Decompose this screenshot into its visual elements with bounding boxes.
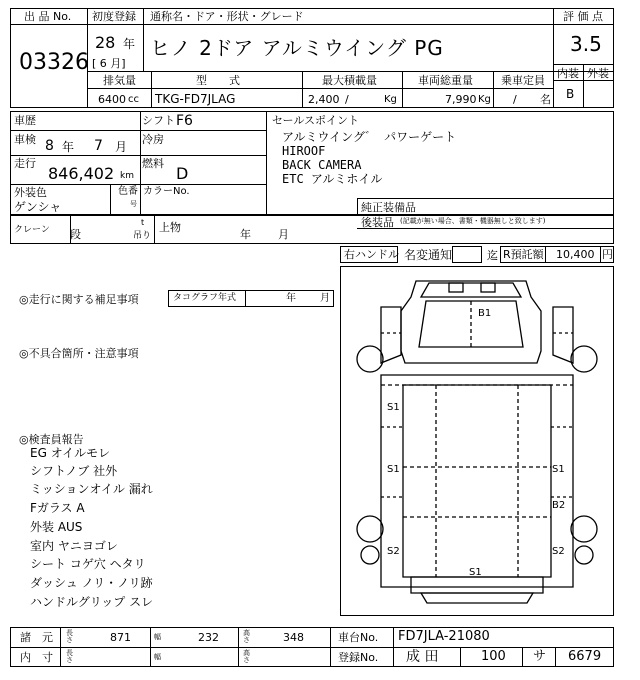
inspection-month-unit: 月 bbox=[115, 140, 128, 154]
first-reg-label: 初度登録 bbox=[92, 10, 136, 23]
sales-point: ETC アルミホイル bbox=[282, 172, 383, 186]
crane-hanging: 吊り bbox=[133, 231, 152, 241]
inspector-item: シート コゲ穴 ヘタリ bbox=[30, 557, 146, 571]
exterior-label: 外装 bbox=[587, 67, 609, 80]
inspection-month: 7 bbox=[94, 138, 103, 154]
lot-number: 03326 bbox=[19, 50, 89, 75]
max-load-slash: / bbox=[345, 93, 349, 106]
width-label-2: 幅 bbox=[154, 653, 161, 661]
capacity-slash: / bbox=[513, 93, 517, 106]
sales-point: アルミウイング゛ パワーゲート bbox=[282, 130, 457, 144]
length-label-2: 長さ bbox=[66, 649, 73, 664]
fuel-value: D bbox=[176, 164, 189, 183]
first-reg-month: [ 6 月] bbox=[92, 57, 126, 70]
recycle-label: R預託額 bbox=[503, 248, 544, 261]
score-value: 3.5 bbox=[570, 32, 602, 56]
max-load-label: 最大積載量 bbox=[322, 74, 377, 87]
model-value: TKG-FD7JLAG bbox=[155, 92, 236, 106]
vehicle-name: ヒノ 2ドア アルミウイング PG bbox=[150, 36, 444, 60]
height-value: 348 bbox=[283, 631, 304, 644]
sales-point: HIROOF bbox=[282, 144, 326, 158]
damage-mark: S1 bbox=[387, 402, 400, 413]
name-change-box bbox=[452, 246, 482, 263]
aftermarket-note: (記載が無い場合、書類・機器無しと致します) bbox=[400, 217, 546, 225]
aftermarket-label: 後装品 bbox=[361, 216, 394, 229]
model-label: 型 式 bbox=[196, 74, 240, 87]
reg-number: 6679 bbox=[568, 649, 602, 664]
width-value: 232 bbox=[198, 631, 219, 644]
tachograph-year-unit: 年 bbox=[286, 293, 296, 304]
mounted-label: 上物 bbox=[159, 221, 181, 234]
inspector-item: EG オイルモレ bbox=[30, 446, 111, 460]
interior-grade: B bbox=[566, 87, 575, 101]
defects-label: ◎不具合箇所・注意事項 bbox=[19, 347, 139, 360]
recycle-amount: 10,400 bbox=[556, 248, 595, 261]
tachograph-month-unit: 月 bbox=[320, 293, 330, 304]
shift-value: F6 bbox=[176, 113, 193, 129]
genuine-equipment-label: 純正装備品 bbox=[361, 201, 416, 214]
capacity-unit: 名 bbox=[540, 93, 551, 106]
inspector-item: 室内 ヤニヨゴレ bbox=[30, 539, 118, 553]
displacement-value: 6400 bbox=[98, 93, 126, 106]
crane-ton-unit: t bbox=[141, 218, 145, 227]
color-no-label: 色番 bbox=[118, 186, 138, 197]
name-label: 通称名・ドア・形状・グレード bbox=[150, 10, 304, 23]
inspector-item: ハンドルグリップ スレ bbox=[30, 595, 154, 609]
color-no-sub: 号 bbox=[130, 200, 137, 208]
driving-notes-label: ◎走行に関する補足事項 bbox=[19, 293, 139, 306]
displacement-label: 排気量 bbox=[103, 74, 136, 87]
inspection-label: 車検 bbox=[14, 133, 36, 146]
inspection-year: 8 bbox=[45, 138, 54, 154]
sales-point: BACK CAMERA bbox=[282, 158, 362, 172]
max-load-value: 2,400 bbox=[308, 93, 340, 106]
chassis-value: FD7JLA-21080 bbox=[398, 629, 490, 644]
inspection-year-unit: 年 bbox=[62, 140, 75, 154]
inspector-item: 外装 AUS bbox=[30, 520, 83, 534]
gross-weight-label: 車両総重量 bbox=[418, 74, 473, 87]
gross-weight-unit: Kg bbox=[478, 94, 491, 105]
inspector-label: ◎検査員報告 bbox=[19, 433, 84, 446]
damage-mark: S1 bbox=[387, 464, 400, 475]
mounted-year-unit: 年 bbox=[240, 228, 251, 241]
mileage-value: 846,402 bbox=[48, 164, 115, 183]
height-label: 高さ bbox=[243, 629, 250, 644]
damage-diagram bbox=[340, 266, 614, 616]
inspector-item: ミッションオイル 漏れ bbox=[30, 482, 153, 496]
shift-label: シフト bbox=[142, 114, 175, 127]
specs-footer-label: 諸 元 bbox=[20, 631, 53, 644]
ac-label: 冷房 bbox=[142, 133, 164, 146]
reg-kana: サ bbox=[533, 649, 547, 664]
mounted-month-unit: 月 bbox=[278, 228, 289, 241]
fuel-label: 燃料 bbox=[142, 157, 164, 170]
capacity-label: 乗車定員 bbox=[501, 74, 545, 87]
color-no-label2: カラーNo. bbox=[143, 186, 190, 197]
exterior-color-value: ゲンシャ bbox=[14, 200, 62, 214]
registration-label: 登録No. bbox=[338, 651, 379, 664]
displacement-unit: cc bbox=[128, 94, 139, 105]
interior-label: 内装 bbox=[557, 67, 579, 80]
name-change-label: 名変通知 bbox=[404, 248, 453, 262]
until-label: 迄 bbox=[487, 249, 498, 262]
length-label: 長さ bbox=[66, 629, 73, 644]
crane-stage-unit: 段 bbox=[70, 228, 81, 241]
mileage-unit: km bbox=[120, 171, 134, 181]
damage-mark: S1 bbox=[469, 567, 482, 578]
gross-weight-value: 7,990 bbox=[445, 93, 477, 106]
inspector-item: シフトノブ 社外 bbox=[30, 464, 118, 478]
lot-label: 出 品 No. bbox=[24, 10, 72, 23]
interior-size-label: 内 寸 bbox=[20, 651, 53, 664]
length-value: 871 bbox=[110, 631, 131, 644]
max-load-unit: Kg bbox=[384, 94, 397, 105]
crane-label: クレーン bbox=[14, 225, 50, 235]
inspector-item: ダッシュ ノリ・ノリ跡 bbox=[30, 576, 153, 590]
history-label: 車歴 bbox=[14, 114, 36, 127]
mileage-label: 走行 bbox=[14, 157, 36, 170]
damage-mark: B1 bbox=[478, 308, 492, 319]
exterior-color-label: 外装色 bbox=[14, 186, 47, 199]
damage-mark: B2 bbox=[552, 500, 566, 511]
inspector-item: Fガラス A bbox=[30, 501, 85, 515]
truck-diagram-svg bbox=[341, 267, 613, 615]
damage-mark: S2 bbox=[387, 546, 400, 557]
tachograph-label: タコグラフ年式 bbox=[173, 293, 237, 303]
damage-mark: S2 bbox=[552, 546, 565, 557]
first-reg-year: 28 bbox=[95, 33, 116, 52]
score-label: 評 価 点 bbox=[563, 10, 603, 23]
reg-area: 成 田 bbox=[406, 649, 439, 665]
yen-label: 円 bbox=[602, 248, 613, 261]
reg-class: 100 bbox=[481, 649, 506, 664]
year-unit: 年 bbox=[123, 37, 136, 51]
height-label-2: 高さ bbox=[243, 649, 250, 664]
sales-label: セールスポイント bbox=[272, 114, 360, 127]
right-hand-label: 右ハンドル bbox=[344, 248, 399, 261]
width-label: 幅 bbox=[154, 633, 161, 641]
damage-mark: S1 bbox=[552, 464, 565, 475]
chassis-label: 車台No. bbox=[338, 631, 379, 644]
